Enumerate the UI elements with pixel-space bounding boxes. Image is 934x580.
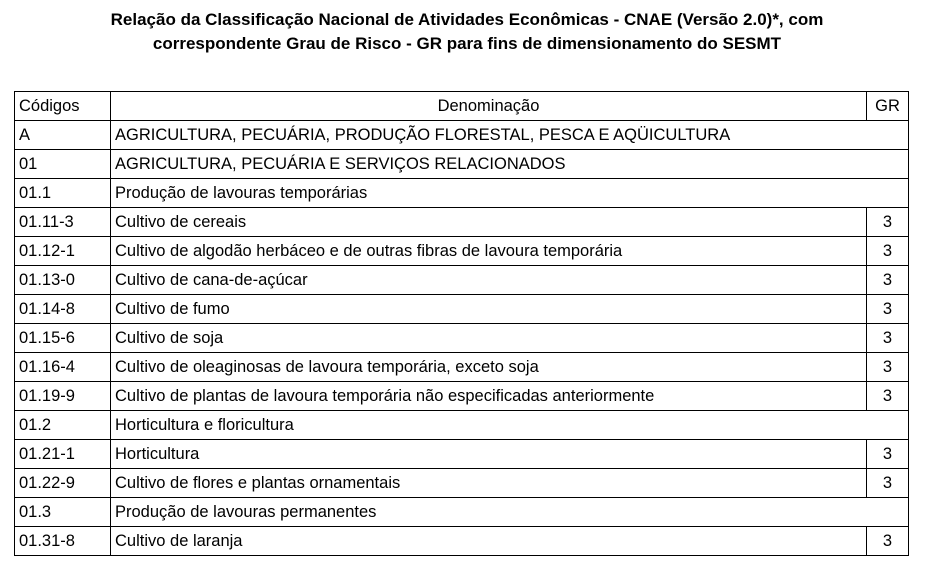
cell-denominacao: Produção de lavouras permanentes (111, 498, 909, 527)
cell-denominacao: Cultivo de cana-de-açúcar (111, 266, 867, 295)
cell-gr: 3 (867, 295, 909, 324)
table-row (15, 208, 909, 237)
table-row (15, 469, 909, 498)
table-row (15, 382, 909, 411)
table-row (15, 411, 909, 440)
cell-denominacao: Cultivo de oleaginosas de lavoura temporária, exceto soja (111, 353, 867, 382)
title-line-2: correspondente Grau de Risco - GR para fins de dimensionamento do SESMT (152, 34, 782, 53)
table-row (15, 150, 909, 179)
table-row (15, 527, 909, 556)
cell-code: 01.3 (15, 498, 111, 527)
cell-gr: 3 (867, 324, 909, 353)
cell-denominacao: Cultivo de fumo (111, 295, 867, 324)
cell-denominacao: AGRICULTURA, PECUÁRIA E SERVIÇOS RELACIONADOS (111, 150, 909, 179)
table-row (15, 237, 909, 266)
cell-gr: 3 (867, 208, 909, 237)
table-row (15, 121, 909, 150)
cell-denominacao: Produção de lavouras temporárias (111, 179, 909, 208)
cell-denominacao: Horticultura e floricultura (111, 411, 909, 440)
cell-gr: 3 (867, 527, 909, 556)
header-gr: GR (867, 92, 909, 121)
cell-denominacao: Cultivo de cereais (111, 208, 867, 237)
document-title (0, 8, 934, 56)
table-header-row (15, 92, 909, 121)
cell-gr: 3 (867, 469, 909, 498)
cell-code: 01.16-4 (15, 353, 111, 382)
cell-denominacao: Cultivo de soja (111, 324, 867, 353)
table-row (15, 295, 909, 324)
cell-code: A (15, 121, 111, 150)
header-denominacao: Denominação (111, 92, 867, 121)
cell-code: 01.14-8 (15, 295, 111, 324)
table-body (15, 121, 909, 556)
table-row (15, 353, 909, 382)
cell-denominacao: Horticultura (111, 440, 867, 469)
table-row (15, 179, 909, 208)
cell-code: 01.15-6 (15, 324, 111, 353)
cell-code: 01.13-0 (15, 266, 111, 295)
cell-denominacao: Cultivo de plantas de lavoura temporária não especificadas anteriormente (111, 382, 867, 411)
cell-code: 01.12-1 (15, 237, 111, 266)
header-codes: Códigos (15, 92, 111, 121)
cell-code: 01.1 (15, 179, 111, 208)
table-row (15, 440, 909, 469)
cell-gr: 3 (867, 266, 909, 295)
table-row (15, 324, 909, 353)
cell-code: 01.19-9 (15, 382, 111, 411)
cell-denominacao: Cultivo de flores e plantas ornamentais (111, 469, 867, 498)
cnae-table (14, 91, 909, 556)
cell-denominacao: Cultivo de laranja (111, 527, 867, 556)
title-line-1: Relação da Classificação Nacional de Atividades Econômicas - CNAE (Versão 2.0)*, com (110, 10, 824, 29)
cell-code: 01.22-9 (15, 469, 111, 498)
table-row (15, 266, 909, 295)
cell-gr: 3 (867, 382, 909, 411)
cell-code: 01.31-8 (15, 527, 111, 556)
cell-code: 01.11-3 (15, 208, 111, 237)
cell-gr: 3 (867, 440, 909, 469)
cell-code: 01.21-1 (15, 440, 111, 469)
cell-gr: 3 (867, 353, 909, 382)
cell-denominacao: AGRICULTURA, PECUÁRIA, PRODUÇÃO FLORESTAL, PESCA E AQÜICULTURA (111, 121, 909, 150)
cell-gr: 3 (867, 237, 909, 266)
table-row (15, 498, 909, 527)
cell-denominacao: Cultivo de algodão herbáceo e de outras fibras de lavoura temporária (111, 237, 867, 266)
cell-code: 01 (15, 150, 111, 179)
cell-code: 01.2 (15, 411, 111, 440)
